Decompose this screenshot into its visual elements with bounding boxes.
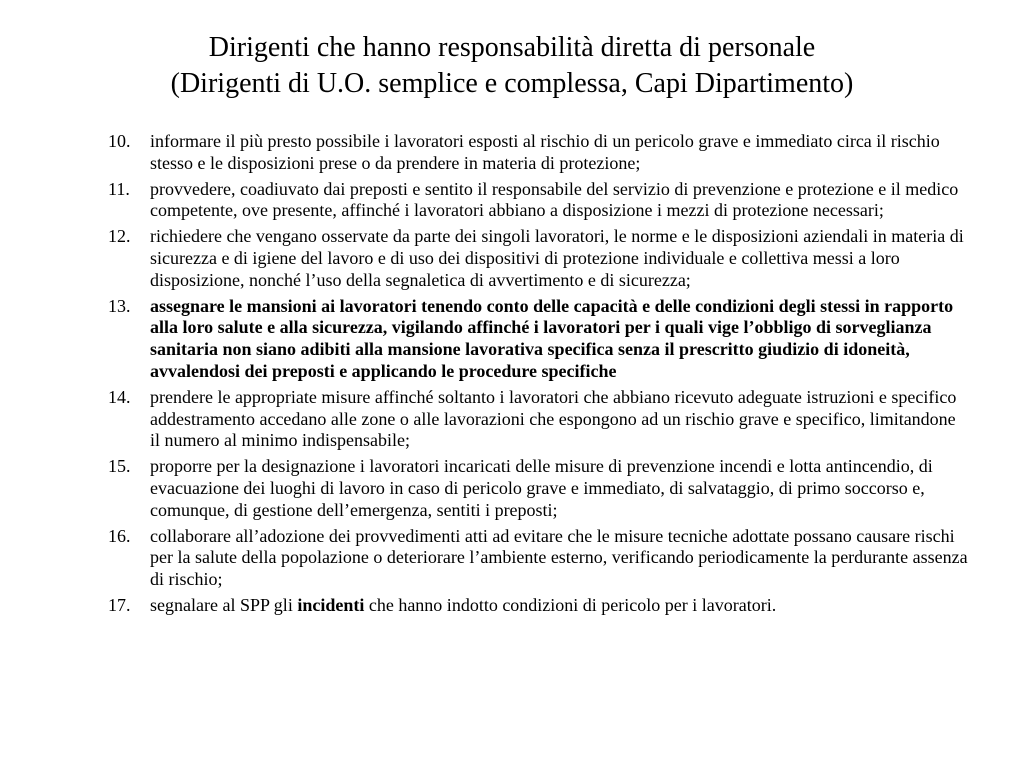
item-number: 11. <box>108 178 130 199</box>
item-number: 10. <box>108 131 131 151</box>
list-item <box>108 456 968 521</box>
item-number: 17. <box>108 594 131 615</box>
item-text: provvedere, coadiuvato dai preposti e sentito il responsabile del servizio di prevenzione e protezione e il medico competente, ove presente, affinché i lavoratori abbiano a disposizione i mezzi di protezione necessari; <box>150 178 959 221</box>
list-item <box>108 131 968 175</box>
item-text: collaborare all’adozione dei provvedimenti atti ad evitare che le misure tecniche adottate possano causare rischi per la salute della popolazione o deteriorare l’ambiente esterno, verificando periodicamente la perdurante assenza di rischio; <box>150 525 968 590</box>
item-text <box>150 595 968 617</box>
item-text-after: che hanno indotto condizioni di pericolo per i lavoratori. <box>364 594 777 615</box>
duties-list <box>108 131 968 621</box>
item-text: prendere le appropriate misure affinché soltanto i lavoratori che abbiano ricevuto adeguate istruzioni e specifico addestramento accedano alle zone o alle lavorazioni che espongono ad un rischio grave e specifico, limitandone il numero al minimo indispensabile; <box>150 386 957 451</box>
list-item-highlighted <box>108 296 968 383</box>
item-text: proporre per la designazione i lavoratori incaricati delle misure di prevenzione incendi e lotta antincendio, di evacuazione dei luoghi di lavoro in caso di pericolo grave e immediato, di salvataggio, di primo soccorso e, comunque, di gestione dell’emergenza, sentiti i preposti; <box>150 456 933 520</box>
title-line-2: (Dirigenti di U.O. semplice e complessa, Capi Dipartimento) <box>170 68 854 99</box>
list-item <box>108 387 968 452</box>
item-text: assegnare le mansioni ai lavoratori tenendo conto delle capacità e delle condizioni degli stessi in rapporto alla loro salute e alla sicurezza, vigilando affinché i lavoratori per i quali vige l’obbligo di sorveglianza sanitaria non siano adibiti alla mansione lavorativa specifica senza il prescritto giudizio di idoneità, avvalendosi dei preposti e applicando le procedure specifiche <box>150 295 954 381</box>
slide-title <box>0 30 1024 102</box>
item-number: 16. <box>108 525 131 546</box>
list-item <box>108 595 968 617</box>
item-number: 14. <box>108 386 131 407</box>
item-text-before: segnalare al SPP gli <box>150 594 298 615</box>
item-text-emphasis: incidenti <box>297 594 365 615</box>
list-item <box>108 226 968 291</box>
title-line-1: Dirigenti che hanno responsabilità diretta di personale <box>208 32 816 63</box>
item-text: informare il più presto possibile i lavoratori esposti al rischio di un pericolo grave e immediato circa il rischio stesso e le disposizioni prese o da prendere in materia di protezione; <box>150 131 940 173</box>
item-text: richiedere che vengano osservate da parte dei singoli lavoratori, le norme e le disposizioni aziendali in materia di sicurezza e di igiene del lavoro e di uso dei dispositivi di protezione individuale e collettiva messi a loro disposizione, nonché l’uso della segnaletica di avvertimento e di sicurezza; <box>150 226 964 290</box>
list-item <box>108 179 968 223</box>
item-number: 15. <box>108 456 131 477</box>
list-item <box>108 526 968 591</box>
item-number: 13. <box>108 295 131 316</box>
item-number: 12. <box>108 226 131 247</box>
